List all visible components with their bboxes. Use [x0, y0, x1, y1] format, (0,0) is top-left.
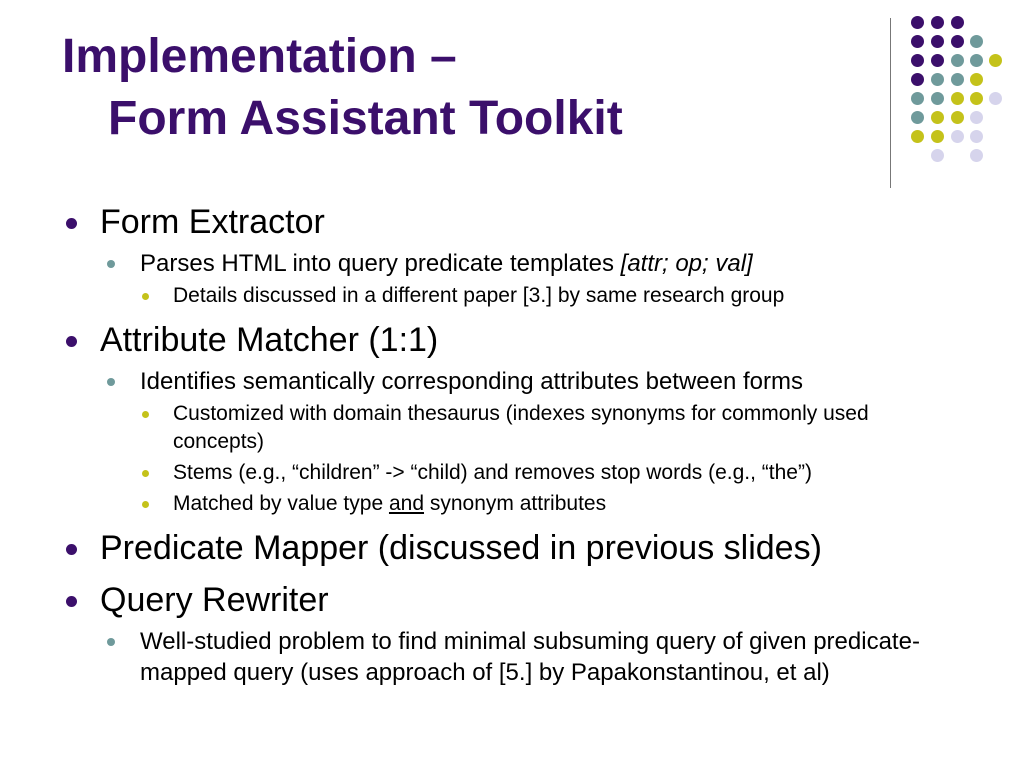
- sub-sub-bullet-text-end: synonym attributes: [424, 492, 607, 515]
- bullet-label: Attribute Matcher (1:1): [100, 321, 439, 359]
- sub-bullet-text-line2: mapped query (uses approach of [5.] by Papakonstantinou, et al): [140, 659, 830, 686]
- decor-dot: [911, 16, 924, 29]
- sub-sub-bullet-matched: [60, 490, 990, 518]
- decor-dot: [911, 54, 924, 67]
- decor-dot: [931, 35, 944, 48]
- sub-bullet-text: Parses HTML into query predicate templates: [140, 250, 621, 277]
- bullet-dot-icon: [66, 218, 77, 229]
- decor-dot: [931, 73, 944, 86]
- decorative-dot-grid: [0, 0, 1024, 200]
- bullet-query-rewriter: [60, 578, 990, 622]
- decor-dot: [970, 111, 983, 124]
- sub-sub-bullet-thesaurus: [60, 400, 990, 456]
- decor-dot: [911, 35, 924, 48]
- sub-sub-bullet-text: Customized with domain thesaurus (indexes synonyms for commonly used: [173, 402, 869, 425]
- decor-dot: [989, 54, 1002, 67]
- bullet-label: Form Extractor: [100, 203, 325, 241]
- title-line-2: Form Assistant Toolkit: [108, 92, 623, 145]
- bullet-attribute-matcher: [60, 318, 990, 362]
- decor-dot: [951, 111, 964, 124]
- decor-dot: [951, 130, 964, 143]
- bullet-dot-icon: [107, 638, 115, 646]
- sub-sub-bullet-text: Matched by value type: [173, 492, 389, 515]
- decor-dot: [970, 92, 983, 105]
- bullet-predicate-mapper: [60, 526, 990, 570]
- decor-dot: [951, 92, 964, 105]
- bullet-label: Query Rewriter: [100, 581, 329, 619]
- sub-bullet-well-studied: [60, 626, 990, 688]
- decor-dot: [911, 73, 924, 86]
- bullet-dot-icon: [66, 336, 77, 347]
- decor-dot: [951, 35, 964, 48]
- decor-dot: [951, 73, 964, 86]
- decor-dot: [970, 73, 983, 86]
- bullet-form-extractor: [60, 200, 990, 244]
- bullet-dot-icon: [107, 378, 115, 386]
- decor-dot: [931, 16, 944, 29]
- underlined-word: and: [388, 492, 425, 515]
- decor-dot: [931, 130, 944, 143]
- sub-bullet-identifies: [60, 366, 990, 397]
- decor-dot: [970, 54, 983, 67]
- sub-bullet-text-line1: Well-studied problem to find minimal subsuming query of given predicate-: [140, 628, 920, 655]
- bullet-label: Predicate Mapper (discussed in previous slides): [100, 529, 822, 567]
- bullet-dot-icon: [107, 260, 115, 268]
- decor-dot: [970, 149, 983, 162]
- bullet-dot-icon: [142, 470, 149, 477]
- sub-sub-bullet-stems: [60, 459, 990, 487]
- bullet-dot-icon: [142, 501, 149, 508]
- decor-dot: [970, 35, 983, 48]
- title-line-1: Implementation –: [62, 30, 457, 83]
- decor-dot: [931, 54, 944, 67]
- decor-dot: [911, 111, 924, 124]
- bullet-dot-icon: [66, 596, 77, 607]
- decor-dot: [931, 149, 944, 162]
- decor-dot: [970, 130, 983, 143]
- slide-body: [60, 200, 990, 688]
- sub-sub-bullet-text-continued: concepts): [173, 430, 265, 453]
- sub-bullet-text: Identifies semantically corresponding attributes between forms: [140, 368, 803, 395]
- bullet-dot-icon: [142, 411, 149, 418]
- decor-dot: [951, 54, 964, 67]
- decor-dot: [989, 92, 1002, 105]
- decor-dot: [911, 130, 924, 143]
- decor-dot: [931, 92, 944, 105]
- decor-dot: [911, 92, 924, 105]
- template-notation: [attr; op; val]: [620, 250, 753, 277]
- bullet-dot-icon: [142, 293, 149, 300]
- sub-sub-bullet-text: Details discussed in a different paper [3.] by same research group: [173, 284, 785, 307]
- bullet-dot-icon: [66, 544, 77, 555]
- decor-dot: [931, 111, 944, 124]
- sub-bullet-parses-html: [60, 248, 990, 279]
- decor-dot: [951, 16, 964, 29]
- sub-sub-bullet-text: Stems (e.g., “children” -> “child) and removes stop words (e.g., “the”): [173, 461, 812, 484]
- sub-sub-bullet-details: [60, 282, 990, 310]
